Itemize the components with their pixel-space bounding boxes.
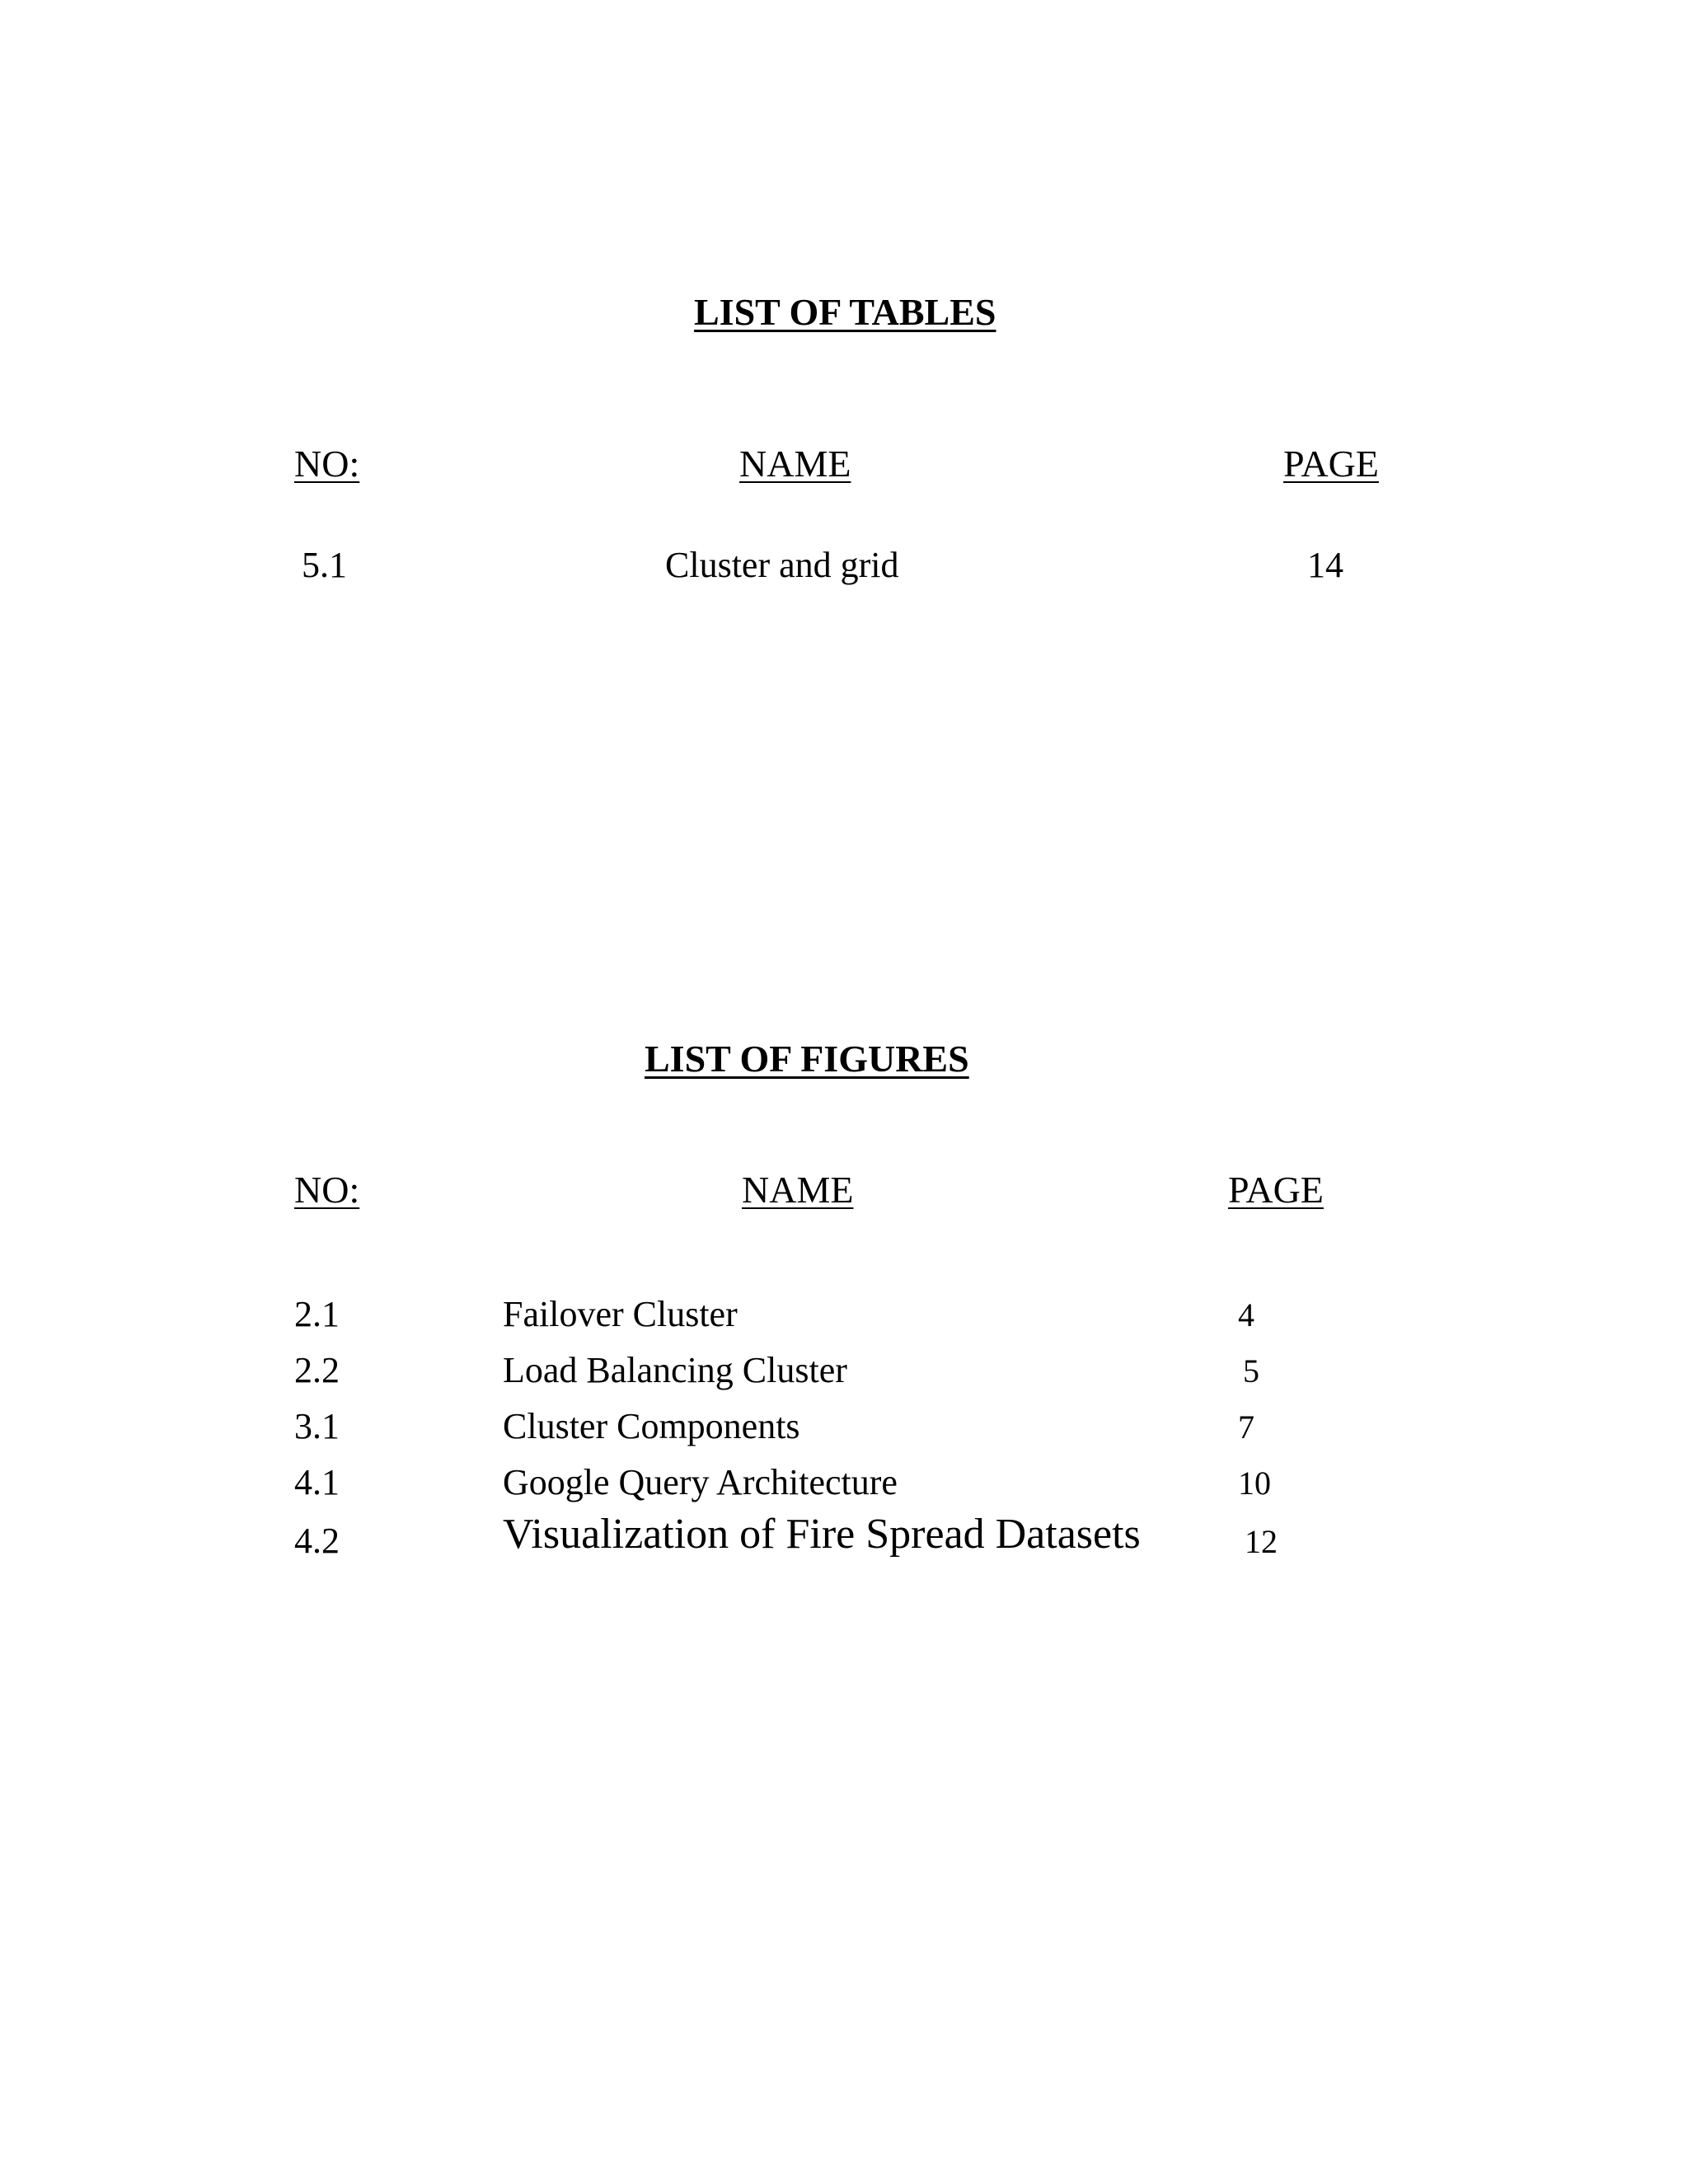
tables-header-page: PAGE bbox=[1283, 443, 1379, 485]
figures-row-page: 4 bbox=[1238, 1296, 1254, 1333]
figures-row-no: 4.2 bbox=[294, 1521, 340, 1561]
figures-row-page: 10 bbox=[1238, 1465, 1271, 1502]
figures-section-title: LIST OF FIGURES bbox=[645, 1038, 969, 1080]
tables-row-page: 14 bbox=[1307, 545, 1343, 585]
figures-row-no: 4.1 bbox=[294, 1462, 340, 1502]
figures-row-no: 2.1 bbox=[294, 1294, 340, 1334]
figures-row-name: Load Balancing Cluster bbox=[503, 1350, 847, 1390]
figures-row-name: Visualization of Fire Spread Datasets bbox=[503, 1511, 1141, 1558]
tables-section-title: LIST OF TABLES bbox=[694, 291, 996, 333]
figures-row-page: 5 bbox=[1243, 1352, 1259, 1390]
tables-header-name: NAME bbox=[739, 443, 851, 485]
figures-row-page: 7 bbox=[1238, 1408, 1254, 1446]
figures-header-name: NAME bbox=[742, 1169, 854, 1211]
tables-row-no: 5.1 bbox=[302, 545, 347, 585]
tables-header-no: NO: bbox=[294, 443, 360, 485]
figures-row-name: Google Query Architecture bbox=[503, 1462, 898, 1502]
figures-row-page: 12 bbox=[1245, 1523, 1278, 1560]
figures-header-no: NO: bbox=[294, 1169, 360, 1211]
figures-header-page: PAGE bbox=[1228, 1169, 1324, 1211]
figures-row-name: Cluster Components bbox=[503, 1406, 800, 1446]
figures-row-no: 2.2 bbox=[294, 1350, 340, 1390]
tables-row-name: Cluster and grid bbox=[665, 545, 899, 585]
figures-row-no: 3.1 bbox=[294, 1406, 340, 1446]
figures-row-name: Failover Cluster bbox=[503, 1294, 738, 1334]
